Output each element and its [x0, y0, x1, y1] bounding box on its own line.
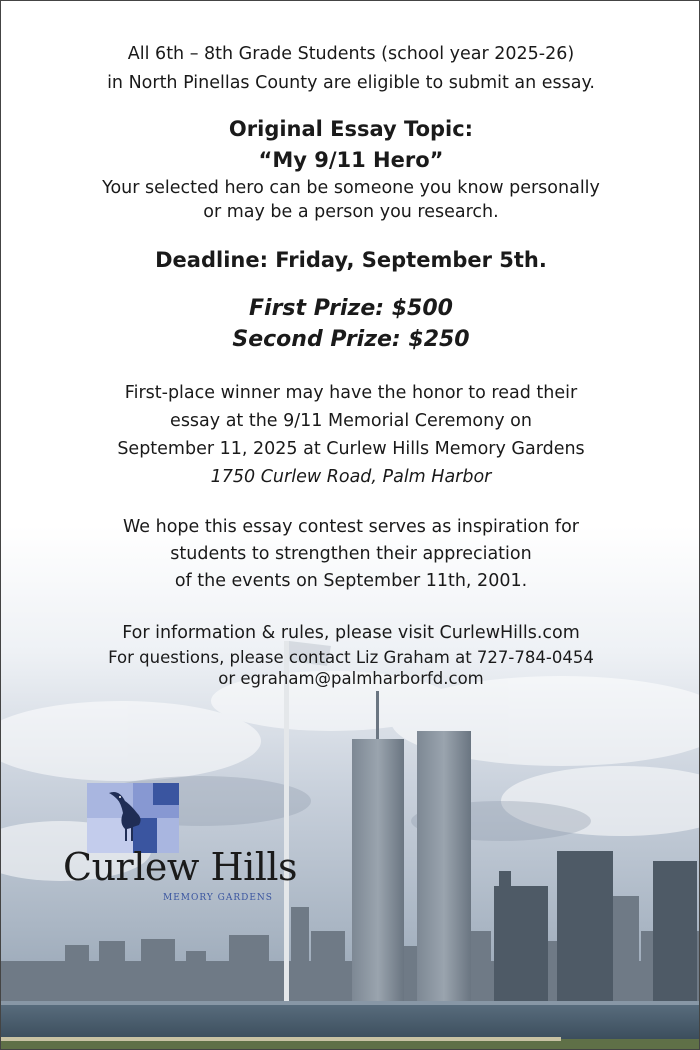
first-prize: First Prize: $500 [249, 296, 453, 321]
logo-name: Curlew Hills [63, 845, 298, 889]
contact-line-1: For questions, please contact Liz Graham at 727-784-0454 [108, 648, 594, 667]
hero-line-2: or may be a person you research. [203, 202, 499, 222]
hope-line-1: We hope this essay contest serves as inspiration for [123, 517, 579, 537]
eligibility-line-1: All 6th – 8th Grade Students (school year 2025-26) [127, 44, 575, 64]
info-line: For information & rules, please visit CurlewHills.com [122, 623, 580, 643]
deadline: Deadline: Friday, September 5th. [155, 248, 547, 272]
hero-line-1: Your selected hero can be someone you know personally [102, 178, 600, 198]
winner-line-1: First-place winner may have the honor to read their [124, 383, 578, 403]
hope-line-3: of the events on September 11th, 2001. [174, 571, 528, 591]
ceremony-address: 1750 Curlew Road, Palm Harbor [210, 467, 492, 487]
topic-heading: Original Essay Topic: [228, 117, 474, 141]
hope-line-2: students to strengthen their appreciation [170, 544, 532, 564]
curlew-bird-icon [87, 783, 179, 853]
winner-line-2: essay at the 9/11 Memorial Ceremony on [170, 411, 532, 431]
contact-line-2: or egraham@palmharborfd.com [218, 669, 484, 688]
topic-title: “My 9/11 Hero” [258, 148, 444, 172]
curlew-hills-logo [63, 783, 303, 908]
winner-line-3: September 11, 2025 at Curlew Hills Memory Gardens [117, 439, 585, 459]
eligibility-line-2: in North Pinellas County are eligible to submit an essay. [107, 73, 595, 93]
second-prize: Second Prize: $250 [232, 327, 470, 352]
logo-subtitle: MEMORY GARDENS [163, 893, 273, 903]
